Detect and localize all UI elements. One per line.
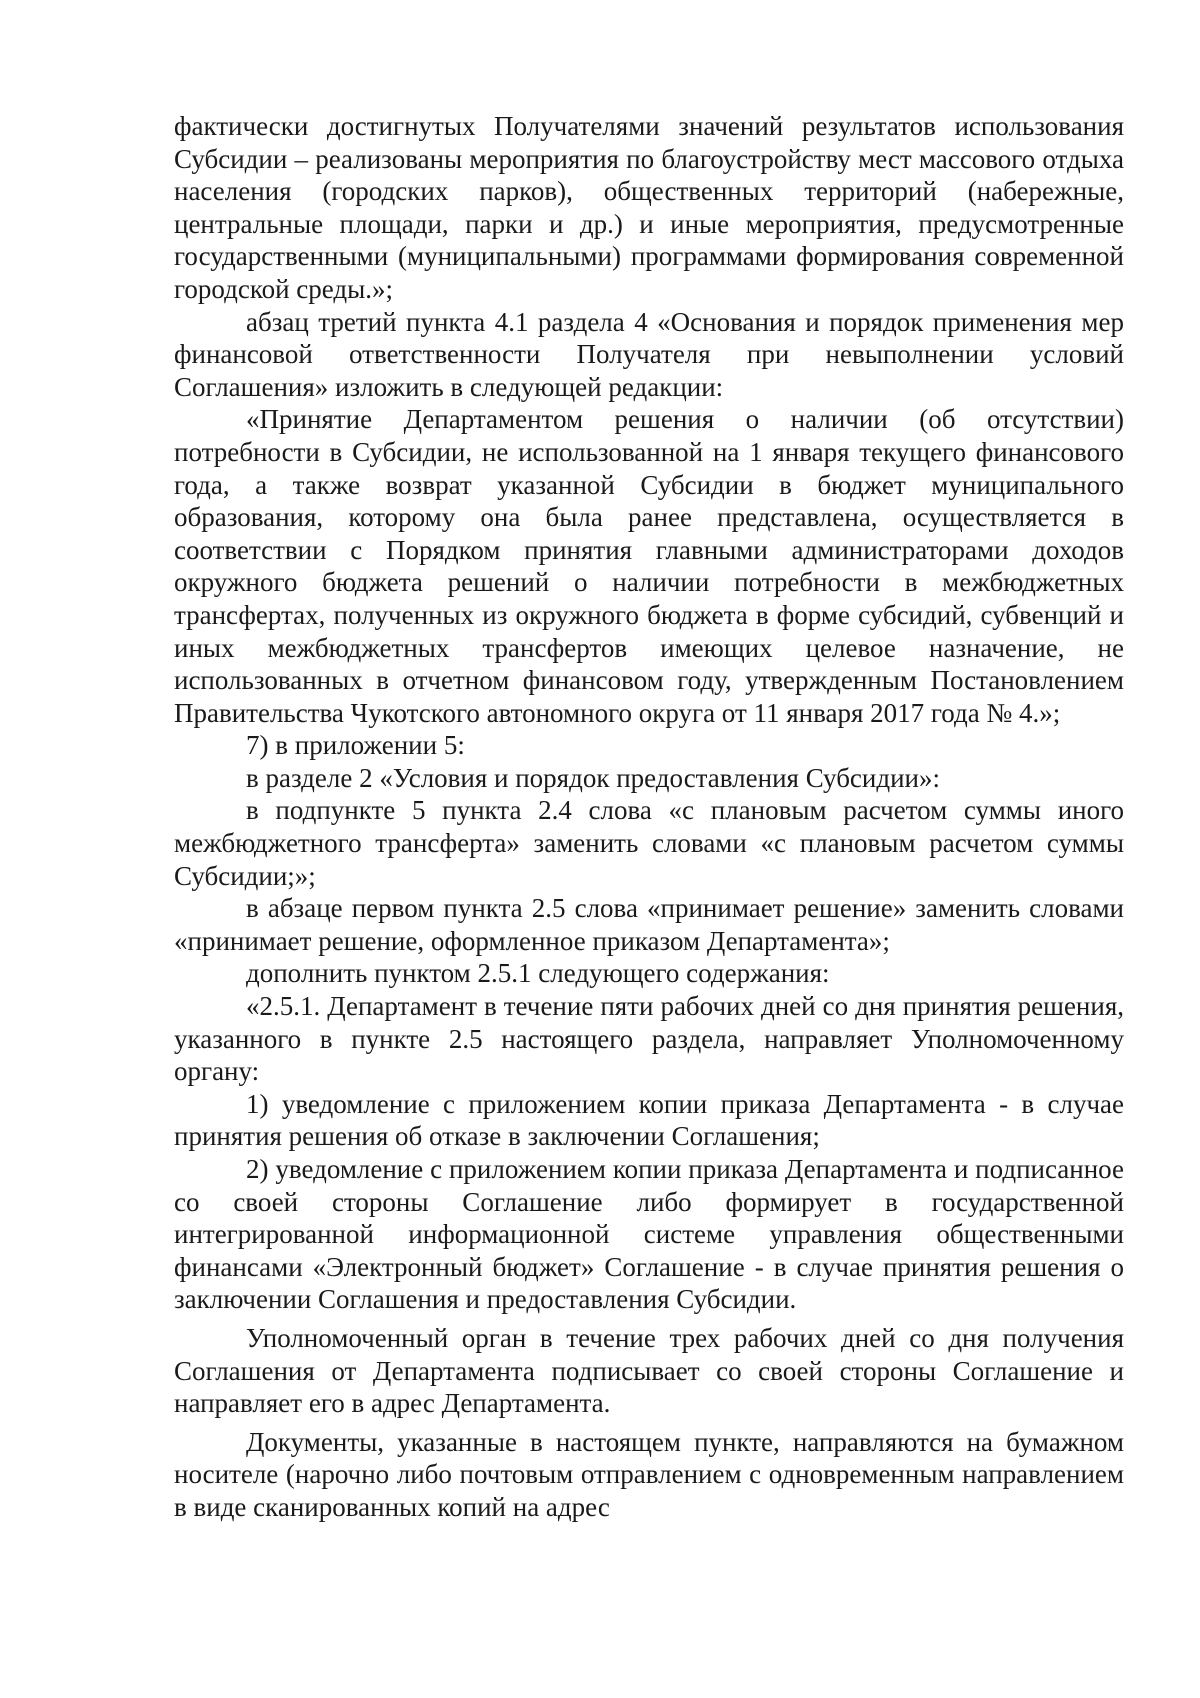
document-body xyxy=(174,110,1124,1524)
paragraph-continuation: фактически достигнутых Получателями значений результатов использования Субсидии – реализованы мероприятия по благоустройству мест массового отдыха населения (городских парков), общественных территорий (набережные, центральные площади, парки и др.) и иные мероприятия, предусмотренные государственными (муниципальными) программами формирования современной городской среды.»; xyxy=(174,111,1124,304)
paragraph-item-2: 2) уведомление с приложением копии приказа Департамента и подписанное со своей стороны Соглашение либо формирует в государственной интегрированной информационной системе управления общественными финансами «Электронный бюджет» Соглашение - в случае принятия решения о заключении Соглашения и предоставления Субсидии. xyxy=(174,1154,1124,1315)
paragraph-upolnomochennyi-organ: Уполномоченный орган в течение трех рабочих дней со дня получения Соглашения от Департамента подписывает со своей стороны Соглашение и направляет его в адрес Департамента. xyxy=(174,1322,1124,1419)
paragraph-item-7: 7) в приложении 5: xyxy=(246,730,465,761)
paragraph-prinyatie-resheniya: «Принятие Департаментом решения о наличии (об отсутствии) потребности в Субсидии, не использованной на 1 января текущего финансового года, а также возврат указанной Субсидии в бюджет муниципального образования, которому она была ранее представлена, осуществляется в соответствии с Порядком принятия главными администраторами доходов окружного бюджета решений о наличии потребности в межбюджетных трансфертах, полученных из окружного бюджета в форме субсидий, субвенций и иных межбюджетных трансфертов имеющих целевое назначение, не использованных в отчетном финансовом году, утвержденным Постановлением Правительства Чукотского автономного округа от 11 января 2017 года № 4.»; xyxy=(174,404,1124,728)
paragraph-abzac-tretiy: абзац третий пункта 4.1 раздела 4 «Основания и порядок применения мер финансовой ответственности Получателя при невыполнении условий Соглашения» изложить в следующей редакции: xyxy=(174,306,1124,402)
paragraph-dopolnit: дополнить пунктом 2.5.1 следующего содержания: xyxy=(246,958,830,989)
paragraph-dokumenty: Документы, указанные в настоящем пункте, направляются на бумажном носителе (нарочно либо почтовым отправлением с одновременным направлением в виде сканированных копий на адрес xyxy=(174,1426,1124,1522)
paragraph-podpunkt-5: в подпункте 5 пункта 2.4 слова «с плановым расчетом суммы иного межбюджетного трансферта» заменить словами «с плановым расчетом суммы Субсидии;»; xyxy=(174,795,1124,891)
paragraph-razdel-2: в разделе 2 «Условия и порядок предоставления Субсидии»: xyxy=(246,762,940,793)
paragraph-2-5-1: «2.5.1. Департамент в течение пяти рабочих дней со дня принятия решения, указанного в пункте 2.5 настоящего раздела, направляет Уполномоченному органу: xyxy=(174,991,1124,1087)
paragraph-item-1: 1) уведомление с приложением копии приказа Департамента - в случае принятия решения об отказе в заключении Соглашения; xyxy=(174,1088,1124,1152)
paragraph-abzac-pervyi: в абзаце первом пункта 2.5 слова «принимает решение» заменить словами «принимает решение, оформленное приказом Департамента»; xyxy=(174,893,1124,956)
